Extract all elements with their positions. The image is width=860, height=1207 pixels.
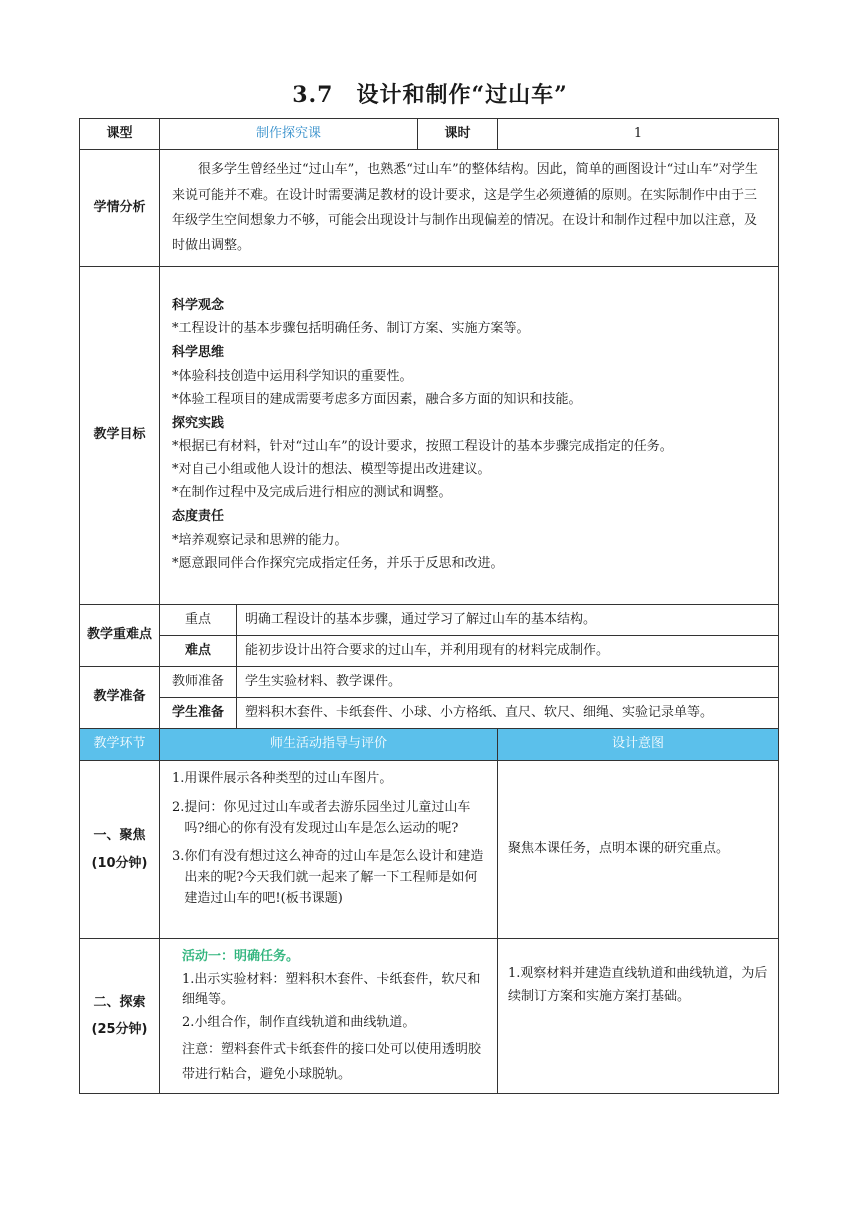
objective-heading: 探究实践 (172, 415, 225, 431)
analysis-text: 很多学生曾经坐过“过山车”，也熟悉“过山车”的整体结构。因此，简单的画图设计“过山车”对学生来说可能并不难。在设计时需要满足教材的设计要求，这是学生必须遵循的原则。在实际制作中由于三年级学生空间想象力不够，可能会出现设计与制作出现偏差的情况。在设计和制作过程中加以注意，及时做出调整。 (172, 162, 758, 254)
activity-title: 活动一：明确任务。 (182, 949, 300, 964)
row-stage-focus (80, 761, 779, 939)
teacher-prep-text: 学生实验材料、教学课件。 (245, 673, 402, 689)
objective-item: *培养观察记录和思辨的能力。 (172, 532, 348, 548)
row-lesson-type (80, 119, 779, 150)
key-points-label: 教学重难点 (80, 605, 160, 667)
row-analysis (80, 150, 779, 267)
hours-value: 1 (498, 119, 779, 150)
list-item: 1. 用课件展示各种类型的过山车图片。 (172, 771, 393, 786)
row-teacher-prep (80, 667, 779, 698)
teacher-prep-label: 教师准备 (160, 667, 237, 698)
list-item: 2.小组合作，制作直线轨道和曲线轨道。 (182, 1015, 416, 1031)
header-activity: 师生活动指导与评价 (160, 729, 498, 761)
header-intent: 设计意图 (498, 729, 779, 761)
stage-time: (25分钟) (91, 1022, 148, 1038)
objective-item: *体验工程项目的建成需要考虑多方面因素，融合多方面的知识和技能。 (172, 391, 582, 407)
focus-text: 明确工程设计的基本步骤，通过学习了解过山车的基本结构。 (245, 611, 597, 627)
objective-heading: 科学观念 (172, 298, 225, 314)
focus-label: 重点 (160, 605, 237, 636)
difficulty-label: 难点 (160, 636, 237, 667)
row-objectives (80, 267, 779, 605)
objectives-label: 教学目标 (80, 267, 160, 605)
stage-intent: 1.观察材料并建造直线轨道和曲线轨道，为后续制订方案和实施方案打基础。 (508, 966, 768, 1004)
stage-time: (10分钟) (91, 855, 148, 871)
objective-item: *在制作过程中及完成后进行相应的测试和调整。 (172, 485, 452, 501)
list-item: 3. 你们有没有想过这么神奇的过山车是怎么设计和建造出来的呢?今天我们就一起来了解一下工程师是如何建造过山车的吧!(板书课题) (172, 849, 484, 906)
objective-item: *愿意跟同伴合作探究完成指定任务，并乐于反思和改进。 (172, 555, 504, 571)
page-title: 3.7 设计和制作“过山车” (292, 82, 568, 108)
hours-label: 课时 (418, 119, 498, 150)
row-student-prep (80, 698, 779, 729)
analysis-label: 学情分析 (80, 150, 160, 267)
preparation-label: 教学准备 (80, 667, 160, 729)
lesson-type-value: 制作探究课 (160, 119, 418, 150)
stage-intent: 聚焦本课任务，点明本课的研究重点。 (508, 841, 730, 857)
activity-note: 注意：塑料套件式卡纸套件的接口处可以使用透明胶带进行粘合，避免小球脱轨。 (182, 1041, 482, 1082)
lesson-plan-table (79, 118, 779, 1094)
objective-item: *体验科技创造中运用科学知识的重要性。 (172, 368, 413, 384)
list-item: 2. 提问：你见过过山车或者去游乐园坐过儿童过山车吗?细心的你有没有发现过山车是怎么运动的呢? (172, 799, 471, 836)
objective-item: *工程设计的基本步骤包括明确任务、制订方案、实施方案等。 (172, 321, 530, 337)
stage-steps (160, 761, 497, 926)
student-prep-label: 学生准备 (160, 698, 237, 729)
student-prep-text: 塑料积木套件、卡纸套件、小球、小方格纸、直尺、软尺、细绳、实验记录单等。 (245, 704, 714, 720)
objectives-content (160, 286, 778, 585)
difficulty-text: 能初步设计出符合要求的过山车，并利用现有的材料完成制作。 (245, 642, 610, 658)
objective-item: *根据已有材料，针对“过山车”的设计要求，按照工程设计的基本步骤完成指定的任务。 (172, 439, 673, 454)
lesson-type-label: 课型 (80, 119, 160, 150)
objective-heading: 科学思维 (172, 345, 225, 361)
row-key-focus (80, 605, 779, 636)
stage-name: 二、探索 (93, 994, 146, 1010)
row-stage-explore (80, 939, 779, 1094)
objective-item: *对自己小组或他人设计的想法、模型等提出改进建议。 (172, 462, 491, 478)
header-stage: 教学环节 (80, 729, 160, 761)
objective-heading: 态度责任 (172, 509, 225, 525)
list-item: 1.出示实验材料：塑料积木套件、卡纸套件，软尺和细绳等。 (182, 972, 481, 1008)
stage-name: 一、聚焦 (93, 828, 146, 844)
table-header-row (80, 729, 779, 761)
row-key-difficulty (80, 636, 779, 667)
